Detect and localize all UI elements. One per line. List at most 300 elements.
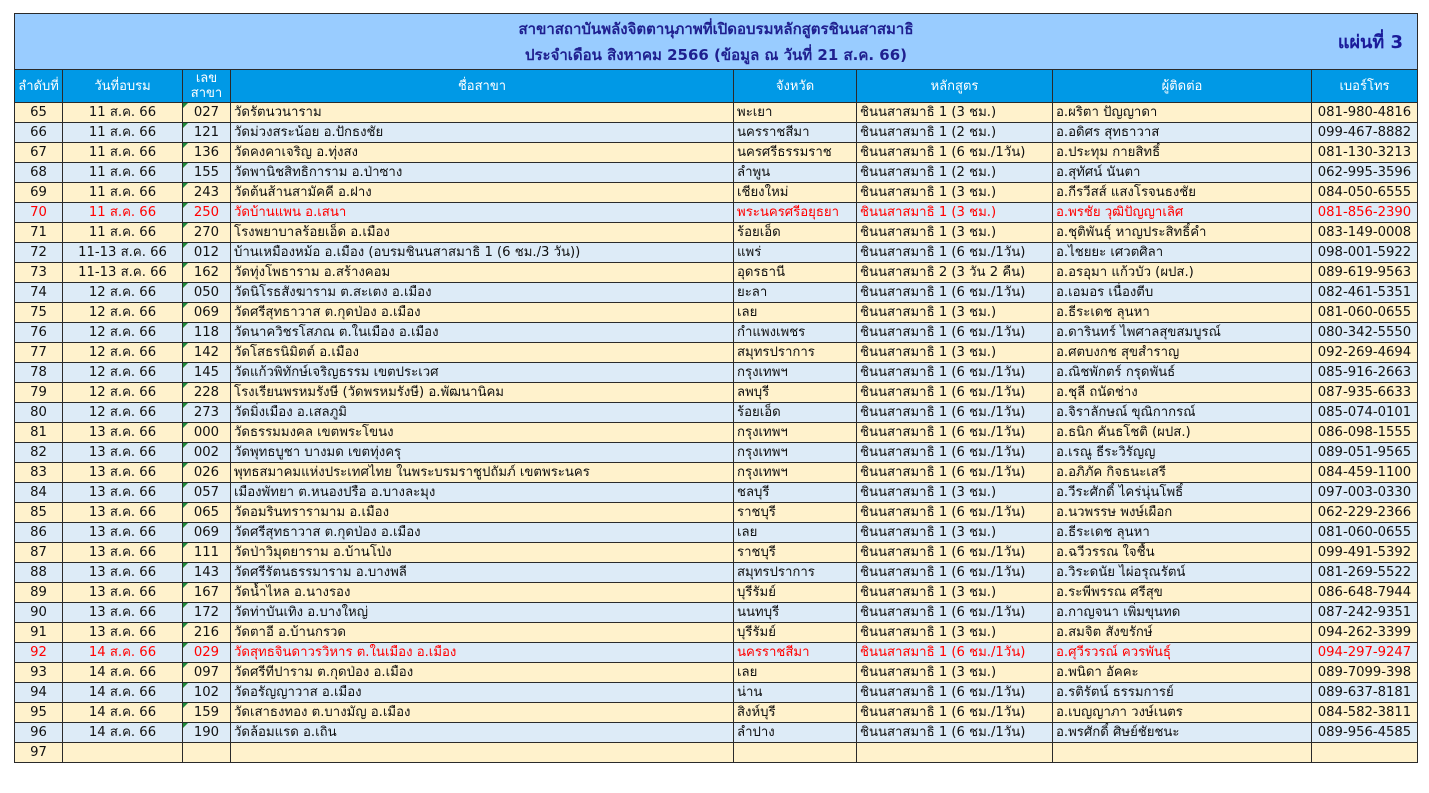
cell-no[interactable]: 80 [15,403,63,423]
cell-course[interactable]: ชินนสาสมาธิ 1 (3 ชม.) [857,223,1053,243]
cell-province[interactable] [734,743,857,763]
cell-code[interactable]: 216 [183,623,231,643]
cell-code[interactable]: 065 [183,503,231,523]
cell-contact[interactable]: อ.จิราลักษณ์ ขุณิกากรณ์ [1053,403,1312,423]
cell-phone[interactable]: 089-956-4585 [1312,723,1418,743]
cell-branch[interactable]: วัดสุทธจินดาวรวิหาร ต.ในเมือง อ.เมือง [231,643,734,663]
cell-branch[interactable]: วัดศรีทีปาราม ต.กุดป่อง อ.เมือง [231,663,734,683]
cell-code[interactable]: 273 [183,403,231,423]
header-course[interactable]: หลักสูตร [857,70,1053,103]
cell-province[interactable]: นครราชสีมา [734,123,857,143]
cell-no[interactable]: 77 [15,343,63,363]
cell-contact[interactable]: อ.ธีระเดช ลุนหา [1053,523,1312,543]
cell-branch[interactable] [231,743,734,763]
cell-course[interactable]: ชินนสาสมาธิ 1 (6 ชม./1วัน) [857,423,1053,443]
cell-code[interactable]: 050 [183,283,231,303]
table-row [15,443,1418,463]
cell-branch[interactable]: โรงเรียนพรหมรังษี (วัดพรหมรังษี) อ.พัฒนานิคม [231,383,734,403]
table-row [15,163,1418,183]
header-province[interactable]: จังหวัด [734,70,857,103]
cell-no[interactable]: 65 [15,103,63,123]
table-row [15,123,1418,143]
cell-course[interactable]: ชินนสาสมาธิ 1 (6 ชม./1วัน) [857,243,1053,263]
cell-date[interactable]: 13 ส.ค. 66 [63,563,183,583]
cell-province[interactable]: พะเยา [734,103,857,123]
cell-branch[interactable]: วัดธรรมมงคล เขตพระโขนง [231,423,734,443]
cell-branch[interactable]: วัดรัตนวนาราม [231,103,734,123]
cell-contact[interactable]: อ.ฉวีวรรณ ใจชื้น [1053,543,1312,563]
cell-no[interactable]: 76 [15,323,63,343]
cell-branch[interactable]: วัดล้อมแรด อ.เถิน [231,723,734,743]
header-contact[interactable]: ผู้ติดต่อ [1053,70,1312,103]
cell-phone[interactable]: 084-459-1100 [1312,463,1418,483]
cell-phone[interactable]: 092-269-4694 [1312,343,1418,363]
cell-province[interactable]: บุรีรัมย์ [734,583,857,603]
cell-contact[interactable]: อ.ระพีพรรณ ศรีสุข [1053,583,1312,603]
cell-course[interactable]: ชินนสาสมาธิ 1 (6 ชม./1วัน) [857,563,1053,583]
table-row [15,263,1418,283]
cell-phone[interactable]: 080-342-5550 [1312,323,1418,343]
table-row [15,483,1418,503]
cell-code[interactable]: 155 [183,163,231,183]
cell-phone[interactable]: 084-582-3811 [1312,703,1418,723]
cell-date[interactable]: 12 ส.ค. 66 [63,403,183,423]
table-row [15,423,1418,443]
cell-province[interactable]: น่าน [734,683,857,703]
cell-date[interactable] [63,743,183,763]
cell-branch[interactable]: วัดอมรินทรารามาม อ.เมือง [231,503,734,523]
cell-code[interactable]: 243 [183,183,231,203]
table-row [15,743,1418,763]
cell-course[interactable]: ชินนสาสมาธิ 1 (6 ชม./1วัน) [857,383,1053,403]
cell-contact[interactable]: อ.อดิศร สุทธาวาส [1053,123,1312,143]
cell-no[interactable]: 78 [15,363,63,383]
cell-code[interactable]: 097 [183,663,231,683]
cell-date[interactable]: 13 ส.ค. 66 [63,623,183,643]
cell-no[interactable]: 82 [15,443,63,463]
cell-code[interactable]: 069 [183,303,231,323]
cell-branch[interactable]: วัดมิ่งเมือง อ.เสลภูมิ [231,403,734,423]
cell-no[interactable]: 95 [15,703,63,723]
cell-no[interactable]: 79 [15,383,63,403]
cell-province[interactable]: กำแพงเพชร [734,323,857,343]
cell-no[interactable]: 66 [15,123,63,143]
cell-province[interactable]: ลำปาง [734,723,857,743]
cell-no[interactable]: 69 [15,183,63,203]
cell-course[interactable]: ชินนสาสมาธิ 1 (6 ชม./1วัน) [857,543,1053,563]
cell-province[interactable]: ร้อยเอ็ด [734,223,857,243]
cell-province[interactable]: กรุงเทพฯ [734,423,857,443]
cell-no[interactable]: 75 [15,303,63,323]
cell-date[interactable]: 12 ส.ค. 66 [63,363,183,383]
cell-province[interactable]: ราชบุรี [734,503,857,523]
cell-contact[interactable]: อ.นวพรรษ พงษ์เผือก [1053,503,1312,523]
cell-date[interactable]: 14 ส.ค. 66 [63,683,183,703]
cell-code[interactable]: 270 [183,223,231,243]
cell-no[interactable]: 81 [15,423,63,443]
cell-province[interactable]: กรุงเทพฯ [734,463,857,483]
cell-date[interactable]: 11 ส.ค. 66 [63,143,183,163]
cell-province[interactable]: ยะลา [734,283,857,303]
cell-province[interactable]: อุดรธานี [734,263,857,283]
cell-course[interactable]: ชินนสาสมาธิ 1 (6 ชม./1วัน) [857,683,1053,703]
cell-course[interactable]: ชินนสาสมาธิ 1 (6 ชม./1วัน) [857,283,1053,303]
cell-contact[interactable]: อ.รติรัตน์ ธรรมการย์ [1053,683,1312,703]
cell-phone[interactable]: 089-637-8181 [1312,683,1418,703]
cell-contact[interactable]: อ.ศุวีรวรณ์ ควรพันธุ์ [1053,643,1312,663]
cell-branch[interactable]: วัดม่วงสระน้อย อ.ปักธงชัย [231,123,734,143]
cell-phone[interactable]: 081-856-2390 [1312,203,1418,223]
cell-province[interactable]: กรุงเทพฯ [734,443,857,463]
cell-code[interactable]: 057 [183,483,231,503]
cell-no[interactable]: 87 [15,543,63,563]
table-row [15,463,1418,483]
cell-contact[interactable]: อ.ดารินทร์ ไพศาลสุขสมบูรณ์ [1053,323,1312,343]
cell-branch[interactable]: วัดบ้านแพน อ.เสนา [231,203,734,223]
cell-no[interactable]: 97 [15,743,63,763]
sheet-title-banner[interactable] [15,14,1418,70]
cell-contact[interactable]: อ.ศตบงกช สุขสำราญ [1053,343,1312,363]
cell-date[interactable]: 12 ส.ค. 66 [63,383,183,403]
cell-date[interactable]: 11 ส.ค. 66 [63,123,183,143]
cell-date[interactable]: 12 ส.ค. 66 [63,323,183,343]
cell-phone[interactable]: 084-050-6555 [1312,183,1418,203]
cell-contact[interactable]: อ.พรชัย วุฒิปัญญาเลิศ [1053,203,1312,223]
cell-branch[interactable]: วัดศรีรัตนธรรมาราม อ.บางพลี [231,563,734,583]
cell-code[interactable]: 027 [183,103,231,123]
cell-phone[interactable]: 089-619-9563 [1312,263,1418,283]
cell-code[interactable]: 142 [183,343,231,363]
cell-course[interactable]: ชินนสาสมาธิ 1 (6 ชม./1วัน) [857,643,1053,663]
cell-branch[interactable]: วัดทุ่งโพธาราม อ.สร้างคอม [231,263,734,283]
cell-course[interactable]: ชินนสาสมาธิ 1 (6 ชม./1วัน) [857,603,1053,623]
cell-date[interactable]: 14 ส.ค. 66 [63,643,183,663]
cell-branch[interactable]: วัดคงคาเจริญ อ.ทุ่งสง [231,143,734,163]
cell-province[interactable]: ร้อยเอ็ด [734,403,857,423]
cell-course[interactable]: ชินนสาสมาธิ 1 (6 ชม./1วัน) [857,323,1053,343]
cell-code[interactable]: 069 [183,523,231,543]
cell-no[interactable]: 74 [15,283,63,303]
sheet-subtitle: ประจำเดือน สิงหาคม 2566 (ข้อมูล ณ วันที่ 21 ส.ค. 66) [524,45,908,64]
cell-branch[interactable]: วัดศรีสุทธาวาส ต.กุดป่อง อ.เมือง [231,523,734,543]
cell-province[interactable]: ลพบุรี [734,383,857,403]
cell-branch[interactable]: วัดศรีสุทธาวาส ต.กุดป่อง อ.เมือง [231,303,734,323]
cell-course[interactable]: ชินนสาสมาธิ 1 (6 ชม./1วัน) [857,463,1053,483]
cell-phone[interactable]: 086-098-1555 [1312,423,1418,443]
cell-no[interactable]: 91 [15,623,63,643]
cell-branch[interactable]: พุทธสมาคมแห่งประเทศไทย ในพระบรมราชูปถัมภ์ เขตพระนคร [231,463,734,483]
cell-course[interactable]: ชินนสาสมาธิ 1 (3 ชม.) [857,203,1053,223]
cell-contact[interactable]: อ.ธีระเดช ลุนหา [1053,303,1312,323]
header-code[interactable]: เลขสาขา [183,70,231,103]
cell-province[interactable]: บุรีรัมย์ [734,623,857,643]
cell-code[interactable]: 102 [183,683,231,703]
cell-phone[interactable]: 094-262-3399 [1312,623,1418,643]
cell-province[interactable]: นนทบุรี [734,603,857,623]
cell-date[interactable]: 14 ส.ค. 66 [63,663,183,683]
cell-phone[interactable]: 062-995-3596 [1312,163,1418,183]
table-row [15,283,1418,303]
table-row [15,563,1418,583]
cell-course[interactable]: ชินนสาสมาธิ 1 (6 ชม./1วัน) [857,443,1053,463]
cell-code[interactable]: 000 [183,423,231,443]
cell-contact[interactable]: อ.เบญญาภา วงษ์เนตร [1053,703,1312,723]
cell-contact[interactable]: อ.อรอุมา แก้วบัว (ผปส.) [1053,263,1312,283]
header-no[interactable]: ลำดับที่ [15,70,63,103]
cell-phone[interactable]: 098-001-5922 [1312,243,1418,263]
cell-province[interactable]: พระนครศรีอยุธยา [734,203,857,223]
cell-no[interactable]: 88 [15,563,63,583]
cell-phone[interactable]: 081-980-4816 [1312,103,1418,123]
table-row [15,243,1418,263]
table-body [15,103,1418,763]
cell-no[interactable]: 94 [15,683,63,703]
cell-contact[interactable]: อ.เอมอร เนื่องตีบ [1053,283,1312,303]
cell-date[interactable]: 13 ส.ค. 66 [63,463,183,483]
cell-contact[interactable]: อ.สมจิต สังขรักษ์ [1053,623,1312,643]
table-row [15,303,1418,323]
cell-province[interactable]: เลย [734,303,857,323]
cell-phone[interactable]: 081-269-5522 [1312,563,1418,583]
cell-province[interactable]: เชียงใหม่ [734,183,857,203]
cell-course[interactable]: ชินนสาสมาธิ 1 (2 ชม.) [857,163,1053,183]
cell-no[interactable]: 83 [15,463,63,483]
cell-contact[interactable]: อ.ประทุม กายสิทธิ์ [1053,143,1312,163]
cell-contact[interactable]: อ.พนิดา อัคคะ [1053,663,1312,683]
cell-code[interactable]: 026 [183,463,231,483]
cell-code[interactable]: 172 [183,603,231,623]
cell-course[interactable]: ชินนสาสมาธิ 1 (3 ชม.) [857,623,1053,643]
cell-date[interactable]: 11 ส.ค. 66 [63,183,183,203]
cell-branch[interactable]: วัดป่าวิมุตยาราม อ.บ้านโป่ง [231,543,734,563]
cell-phone[interactable]: 099-491-5392 [1312,543,1418,563]
sheet-title: สาขาสถาบันพลังจิตตานุภาพที่เปิดอบรมหลักสูตรชินนสาสมาธิ [518,19,914,38]
cell-course[interactable]: ชินนสาสมาธิ 1 (3 ชม.) [857,343,1053,363]
cell-phone[interactable]: 081-130-3213 [1312,143,1418,163]
cell-code[interactable]: 121 [183,123,231,143]
cell-date[interactable]: 12 ส.ค. 66 [63,283,183,303]
cell-course[interactable]: ชินนสาสมาธิ 1 (6 ชม./1วัน) [857,703,1053,723]
cell-branch[interactable]: วัดน้ำไหล อ.นางรอง [231,583,734,603]
cell-code[interactable]: 143 [183,563,231,583]
cell-course[interactable]: ชินนสาสมาธิ 1 (3 ชม.) [857,523,1053,543]
cell-code[interactable]: 167 [183,583,231,603]
cell-code[interactable]: 250 [183,203,231,223]
cell-branch[interactable]: วัดเสาธงทอง ต.บางมัญ อ.เมือง [231,703,734,723]
cell-no[interactable]: 93 [15,663,63,683]
cell-no[interactable]: 92 [15,643,63,663]
cell-course[interactable]: ชินนสาสมาธิ 1 (3 ชม.) [857,583,1053,603]
cell-no[interactable]: 90 [15,603,63,623]
table-row [15,223,1418,243]
cell-no[interactable]: 70 [15,203,63,223]
cell-branch[interactable]: วัดต้นส้านสามัคคี อ.ฝาง [231,183,734,203]
cell-phone[interactable]: 087-935-6633 [1312,383,1418,403]
cell-no[interactable]: 84 [15,483,63,503]
cell-branch[interactable]: วัดท่าบันเทิง อ.บางใหญ่ [231,603,734,623]
cell-phone[interactable]: 085-074-0101 [1312,403,1418,423]
cell-contact[interactable]: อ.อภิภัค กิจธนะเสรี [1053,463,1312,483]
cell-contact[interactable]: อ.ผริตา ปัญญาดา [1053,103,1312,123]
cell-no[interactable]: 96 [15,723,63,743]
cell-contact[interactable] [1053,743,1312,763]
cell-date[interactable]: 13 ส.ค. 66 [63,523,183,543]
cell-branch[interactable]: วัดโสธรนิมิตต์ อ.เมือง [231,343,734,363]
cell-date[interactable]: 14 ส.ค. 66 [63,703,183,723]
cell-date[interactable]: 13 ส.ค. 66 [63,603,183,623]
cell-branch[interactable]: เมืองพัทยา ต.หนองปรือ อ.บางละมุง [231,483,734,503]
table-row [15,683,1418,703]
cell-course[interactable]: ชินนสาสมาธิ 1 (6 ชม./1วัน) [857,723,1053,743]
table-row [15,583,1418,603]
cell-branch[interactable]: วัดแก้วพิทักษ์เจริญธรรม เขตประเวศ [231,363,734,383]
cell-date[interactable]: 13 ส.ค. 66 [63,483,183,503]
cell-contact[interactable]: อ.ธนิก คันธโชติ (ผปส.) [1053,423,1312,443]
cell-contact[interactable]: อ.พรศักดิ์ ศิษย์ชัยชนะ [1053,723,1312,743]
cell-no[interactable]: 89 [15,583,63,603]
cell-date[interactable]: 13 ส.ค. 66 [63,503,183,523]
cell-date[interactable]: 12 ส.ค. 66 [63,343,183,363]
cell-date[interactable]: 11-13 ส.ค. 66 [63,243,183,263]
cell-province[interactable]: ลำพูน [734,163,857,183]
cell-course[interactable]: ชินนสาสมาธิ 1 (2 ชม.) [857,123,1053,143]
cell-branch[interactable]: วัดตาอี อ.บ้านกรวด [231,623,734,643]
cell-phone[interactable]: 087-242-9351 [1312,603,1418,623]
table-row [15,643,1418,663]
cell-province[interactable]: ราชบุรี [734,543,857,563]
cell-code[interactable]: 162 [183,263,231,283]
cell-code[interactable]: 145 [183,363,231,383]
cell-province[interactable]: กรุงเทพฯ [734,363,857,383]
cell-no[interactable]: 68 [15,163,63,183]
cell-date[interactable]: 11-13 ส.ค. 66 [63,263,183,283]
cell-phone[interactable]: 081-060-0655 [1312,303,1418,323]
cell-province[interactable]: เลย [734,523,857,543]
cell-contact[interactable]: อ.ไชยยะ เศวตศิลา [1053,243,1312,263]
cell-branch[interactable]: วัดอรัญญาวาส อ.เมือง [231,683,734,703]
cell-branch[interactable]: โรงพยาบาลร้อยเอ็ด อ.เมือง [231,223,734,243]
cell-course[interactable]: ชินนสาสมาธิ 2 (3 วัน 2 คืน) [857,263,1053,283]
cell-phone[interactable]: 086-648-7944 [1312,583,1418,603]
cell-phone[interactable]: 099-467-8882 [1312,123,1418,143]
cell-contact[interactable]: อ.วีระศักดิ์ ไคร่นุ่นโพธิ์ [1053,483,1312,503]
cell-phone[interactable] [1312,743,1418,763]
header-phone[interactable]: เบอร์โทร [1312,70,1418,103]
cell-date[interactable]: 13 ส.ค. 66 [63,423,183,443]
cell-course[interactable] [857,743,1053,763]
cell-code[interactable]: 136 [183,143,231,163]
cell-no[interactable]: 85 [15,503,63,523]
header-branch[interactable]: ชื่อสาขา [231,70,734,103]
cell-course[interactable]: ชินนสาสมาธิ 1 (6 ชม./1วัน) [857,363,1053,383]
cell-date[interactable]: 11 ส.ค. 66 [63,223,183,243]
cell-branch[interactable]: บ้านเหมืองหม้อ อ.เมือง (อบรมชินนสาสมาธิ 1 (6 ชม./3 วัน)) [231,243,734,263]
cell-no[interactable]: 73 [15,263,63,283]
cell-code[interactable]: 029 [183,643,231,663]
cell-phone[interactable]: 089-7099-398 [1312,663,1418,683]
cell-province[interactable]: สิงห์บุรี [734,703,857,723]
cell-branch[interactable]: วัดพานิชสิทธิการาม อ.ป่าซาง [231,163,734,183]
cell-code[interactable]: 228 [183,383,231,403]
cell-code[interactable]: 190 [183,723,231,743]
branch-table [14,13,1418,763]
cell-contact[interactable]: อ.กีรวีสส์ แสงโรจนธงชัย [1053,183,1312,203]
cell-code[interactable]: 159 [183,703,231,723]
cell-course[interactable]: ชินนสาสมาธิ 1 (6 ชม./1วัน) [857,143,1053,163]
cell-code[interactable] [183,743,231,763]
cell-branch[interactable]: วัดพุทธบูชา บางมด เขตทุ่งครุ [231,443,734,463]
cell-date[interactable]: 13 ส.ค. 66 [63,443,183,463]
cell-date[interactable]: 13 ส.ค. 66 [63,543,183,563]
cell-no[interactable]: 72 [15,243,63,263]
cell-contact[interactable]: อ.ชุลี ถนัดช่าง [1053,383,1312,403]
cell-province[interactable]: นครศรีธรรมราช [734,143,857,163]
cell-code[interactable]: 012 [183,243,231,263]
cell-course[interactable]: ชินนสาสมาธิ 1 (6 ชม./1วัน) [857,403,1053,423]
table-row [15,103,1418,123]
cell-contact[interactable]: อ.เรณู ธีระวิรัญญ [1053,443,1312,463]
header-row [15,70,1418,103]
cell-contact[interactable]: อ.สุทัศน์ นันตา [1053,163,1312,183]
table-row [15,363,1418,383]
cell-phone[interactable]: 085-916-2663 [1312,363,1418,383]
cell-phone[interactable]: 082-461-5351 [1312,283,1418,303]
cell-branch[interactable]: วัดนาควิชรโสภณ ต.ในเมือง อ.เมือง [231,323,734,343]
cell-no[interactable]: 71 [15,223,63,243]
cell-course[interactable]: ชินนสาสมาธิ 1 (3 ชม.) [857,183,1053,203]
cell-branch[interactable]: วัดนิโรธสังฆาราม ต.สะเตง อ.เมือง [231,283,734,303]
header-date[interactable]: วันที่อบรม [63,70,183,103]
cell-date[interactable]: 13 ส.ค. 66 [63,583,183,603]
table-row [15,703,1418,723]
spreadsheet [14,13,1418,763]
cell-code[interactable]: 002 [183,443,231,463]
table-row [15,503,1418,523]
cell-phone[interactable]: 097-003-0330 [1312,483,1418,503]
cell-no[interactable]: 86 [15,523,63,543]
cell-date[interactable]: 11 ส.ค. 66 [63,203,183,223]
cell-contact[interactable]: อ.กาญจนา เพิ่มขุนทด [1053,603,1312,623]
cell-phone[interactable]: 062-229-2366 [1312,503,1418,523]
cell-code[interactable]: 111 [183,543,231,563]
cell-province[interactable]: นครราชสีมา [734,643,857,663]
cell-contact[interactable]: อ.วิระดนัย ไผ่อรุณรัตน์ [1053,563,1312,583]
cell-course[interactable]: ชินนสาสมาธิ 1 (3 ชม.) [857,103,1053,123]
cell-phone[interactable]: 081-060-0655 [1312,523,1418,543]
cell-province[interactable]: สมุทรปราการ [734,343,857,363]
cell-code[interactable]: 118 [183,323,231,343]
cell-course[interactable]: ชินนสาสมาธิ 1 (3 ชม.) [857,663,1053,683]
cell-no[interactable]: 67 [15,143,63,163]
cell-course[interactable]: ชินนสาสมาธิ 1 (3 ชม.) [857,483,1053,503]
cell-date[interactable]: 11 ส.ค. 66 [63,103,183,123]
cell-date[interactable]: 11 ส.ค. 66 [63,163,183,183]
cell-course[interactable]: ชินนสาสมาธิ 1 (6 ชม./1วัน) [857,503,1053,523]
table-row [15,663,1418,683]
cell-province[interactable]: แพร่ [734,243,857,263]
cell-phone[interactable]: 083-149-0008 [1312,223,1418,243]
cell-phone[interactable]: 094-297-9247 [1312,643,1418,663]
cell-date[interactable]: 12 ส.ค. 66 [63,303,183,323]
cell-province[interactable]: สมุทรปราการ [734,563,857,583]
cell-province[interactable]: เลย [734,663,857,683]
cell-contact[interactable]: อ.ณิชพักตร์ กรุดพันธ์ [1053,363,1312,383]
cell-contact[interactable]: อ.ชุติพันธุ์ หาญประสิทธิ์คำ [1053,223,1312,243]
cell-phone[interactable]: 089-051-9565 [1312,443,1418,463]
cell-date[interactable]: 14 ส.ค. 66 [63,723,183,743]
cell-province[interactable]: ชลบุรี [734,483,857,503]
cell-course[interactable]: ชินนสาสมาธิ 1 (3 ชม.) [857,303,1053,323]
